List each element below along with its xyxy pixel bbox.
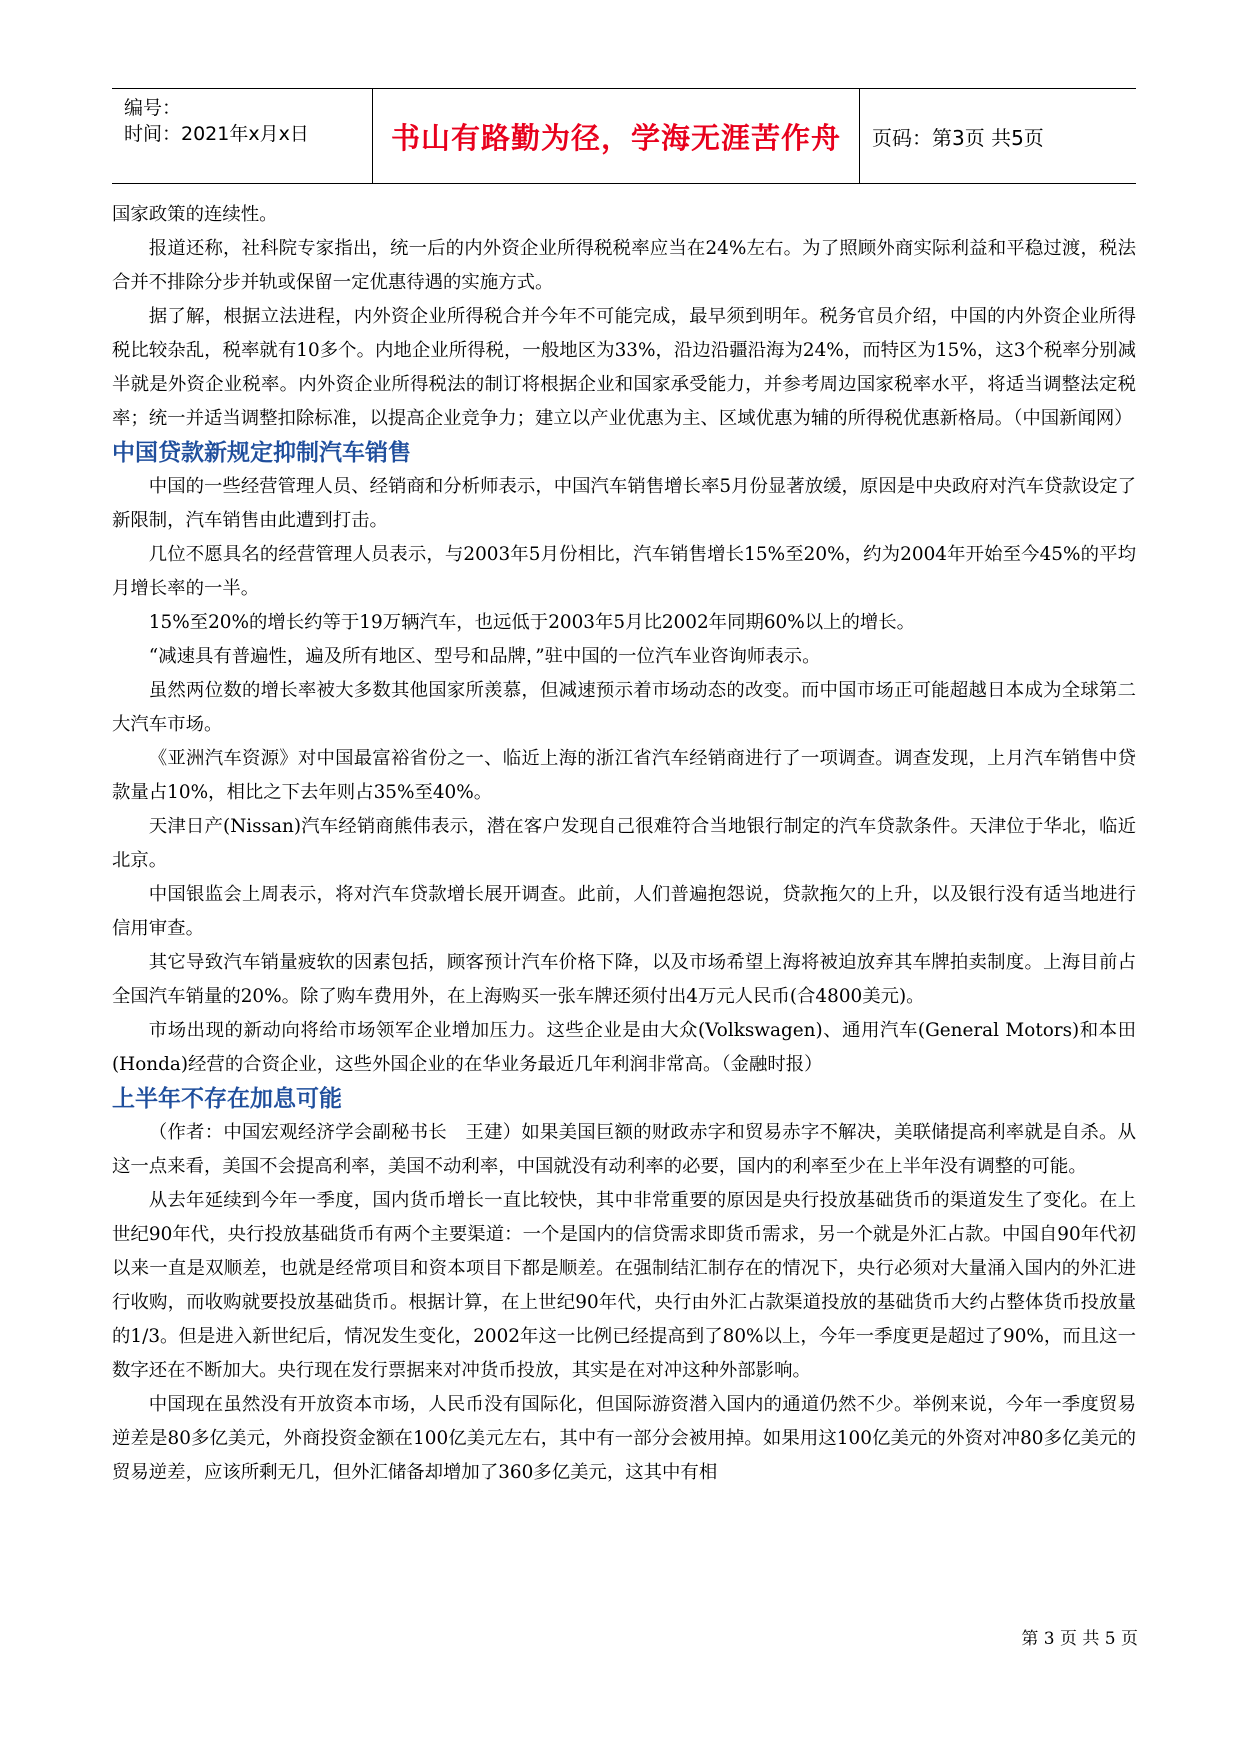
body-paragraph: 报道还称，社科院专家指出，统一后的内外资企业所得税税率应当在24%左右。为了照顾外商实际利益和平稳过渡，税法合并不排除分步并轨或保留一定优惠待遇的实施方式。 — [112, 238, 1136, 293]
body-paragraph: 从去年延续到今年一季度，国内货币增长一直比较快，其中非常重要的原因是央行投放基础货币的渠道发生了变化。在上世纪90年代，央行投放基础货币有两个主要渠道：一个是国内的信贷需求即货币需求，另一个就是外汇占款。中国自90年代初以来一直是双顺差，也就是经常项目和资本项目下都是顺差。在强制结汇制存在的情况下，央行必须对大量涌入国内的外汇进行收购，而收购就要投放基础货币。根据计算，在上世纪90年代，央行由外汇占款渠道投放的基础货币大约占整体货币投放量的1/3。但是进入新世纪后，情况发生变化，2002年这一比例已经提高到了80%以上，今年一季度更是超过了90%，而且这一数字还在不断加大。央行现在发行票据来对冲货币投放，其实是在对冲这种外部影响。 — [112, 1190, 1136, 1381]
document-date-label: 时间：2021年x月x日 — [124, 123, 309, 145]
body-paragraph: 《亚洲汽车资源》对中国最富裕省份之一、临近上海的浙江省汽车经销商进行了一项调查。调查发现，上月汽车销售中贷款量占10%，相比之下去年则占35%至40%。 — [112, 748, 1136, 803]
body-paragraph: 市场出现的新动向将给市场领军企业增加压力。这些企业是由大众(Volkswagen)、通用汽车(General Motors)和本田(Honda)经营的合资企业，这些外国企业的在华业务最近几年利润非常高。（金融时报） — [112, 1020, 1136, 1075]
document-body — [112, 198, 1136, 1490]
header-left-cell — [112, 89, 372, 183]
body-paragraph: 几位不愿具名的经营管理人员表示，与2003年5月份相比，汽车销售增长15%至20%，约为2004年开始至今45%的平均月增长率的一半。 — [112, 544, 1136, 599]
body-paragraph: 天津日产(Nissan)汽车经销商熊伟表示，潜在客户发现自己很难符合当地银行制定的汽车贷款条件。天津位于华北，临近北京。 — [112, 816, 1136, 871]
header-motto-cell — [372, 89, 860, 183]
page-footer: 第 3 页 共 5 页 — [1021, 1629, 1138, 1649]
body-paragraph: 中国现在虽然没有开放资本市场，人民币没有国际化，但国际游资潜入国内的通道仍然不少。举例来说，今年一季度贸易逆差是80多亿美元，外商投资金额在100亿美元左右，其中有一部分会被用掉。如果用这100亿美元的外资对冲80多亿美元的贸易逆差，应该所剩无几，但外汇储备却增加了360多亿美元，这其中有相 — [112, 1394, 1136, 1483]
body-paragraph: 虽然两位数的增长率被大多数其他国家所羡慕，但减速预示着市场动态的改变。而中国市场正可能超越日本成为全球第二大汽车市场。 — [112, 680, 1136, 735]
body-paragraph: 其它导致汽车销量疲软的因素包括，顾客预计汽车价格下降，以及市场希望上海将被迫放弃其车牌拍卖制度。上海目前占全国汽车销量的20%。除了购车费用外，在上海购买一张车牌还须付出4万元人民币(合4800美元)。 — [112, 952, 1136, 1007]
body-paragraph: 15%至20%的增长约等于19万辆汽车，也远低于2003年5月比2002年同期60%以上的增长。 — [148, 612, 916, 633]
section-heading: 中国贷款新规定抑制汽车销售 — [112, 440, 411, 466]
body-paragraph: 国家政策的连续性。 — [112, 204, 278, 225]
header-page-cell — [860, 89, 1136, 183]
header-motto: 书山有路勤为径，学海无涯苦作舟 — [390, 120, 841, 155]
header-page-label: 页码：第3页 共5页 — [872, 125, 1044, 150]
body-paragraph: “减速具有普遍性，遍及所有地区、型号和品牌，”驻中国的一位汽车业咨询师表示。 — [148, 646, 821, 667]
body-paragraph: 据了解，根据立法进程，内外资企业所得税合并今年不可能完成，最早须到明年。税务官员介绍，中国的内外资企业所得税比较杂乱，税率就有10多个。内地企业所得税，一般地区为33%，沿边沿疆沿海为24%，而特区为15%，这3个税率分别减半就是外资企业税率。内外资企业所得税法的制订将根据企业和国家承受能力，并参考周边国家税率水平，将适当调整法定税率；统一并适当调整扣除标准，以提高企业竞争力；建立以产业优惠为主、区域优惠为辅的所得税优惠新格局。（中国新闻网） — [112, 306, 1136, 429]
section-heading: 上半年不存在加息可能 — [112, 1086, 342, 1112]
body-paragraph: （作者：中国宏观经济学会副秘书长 王建）如果美国巨额的财政赤字和贸易赤字不解决，美联储提高利率就是自杀。从这一点来看，美国不会提高利率，美国不动利率，中国就没有动利率的必要，国内的利率至少在上半年没有调整的可能。 — [112, 1122, 1136, 1177]
body-paragraph: 中国银监会上周表示，将对汽车贷款增长展开调查。此前，人们普遍抱怨说，贷款拖欠的上升，以及银行没有适当地进行信用审查。 — [112, 884, 1136, 939]
document-header — [112, 88, 1136, 184]
body-paragraph: 中国的一些经营管理人员、经销商和分析师表示，中国汽车销售增长率5月份显著放缓，原因是中央政府对汽车贷款设定了新限制，汽车销售由此遭到打击。 — [112, 476, 1136, 531]
document-number-label: 编号： — [124, 97, 182, 119]
